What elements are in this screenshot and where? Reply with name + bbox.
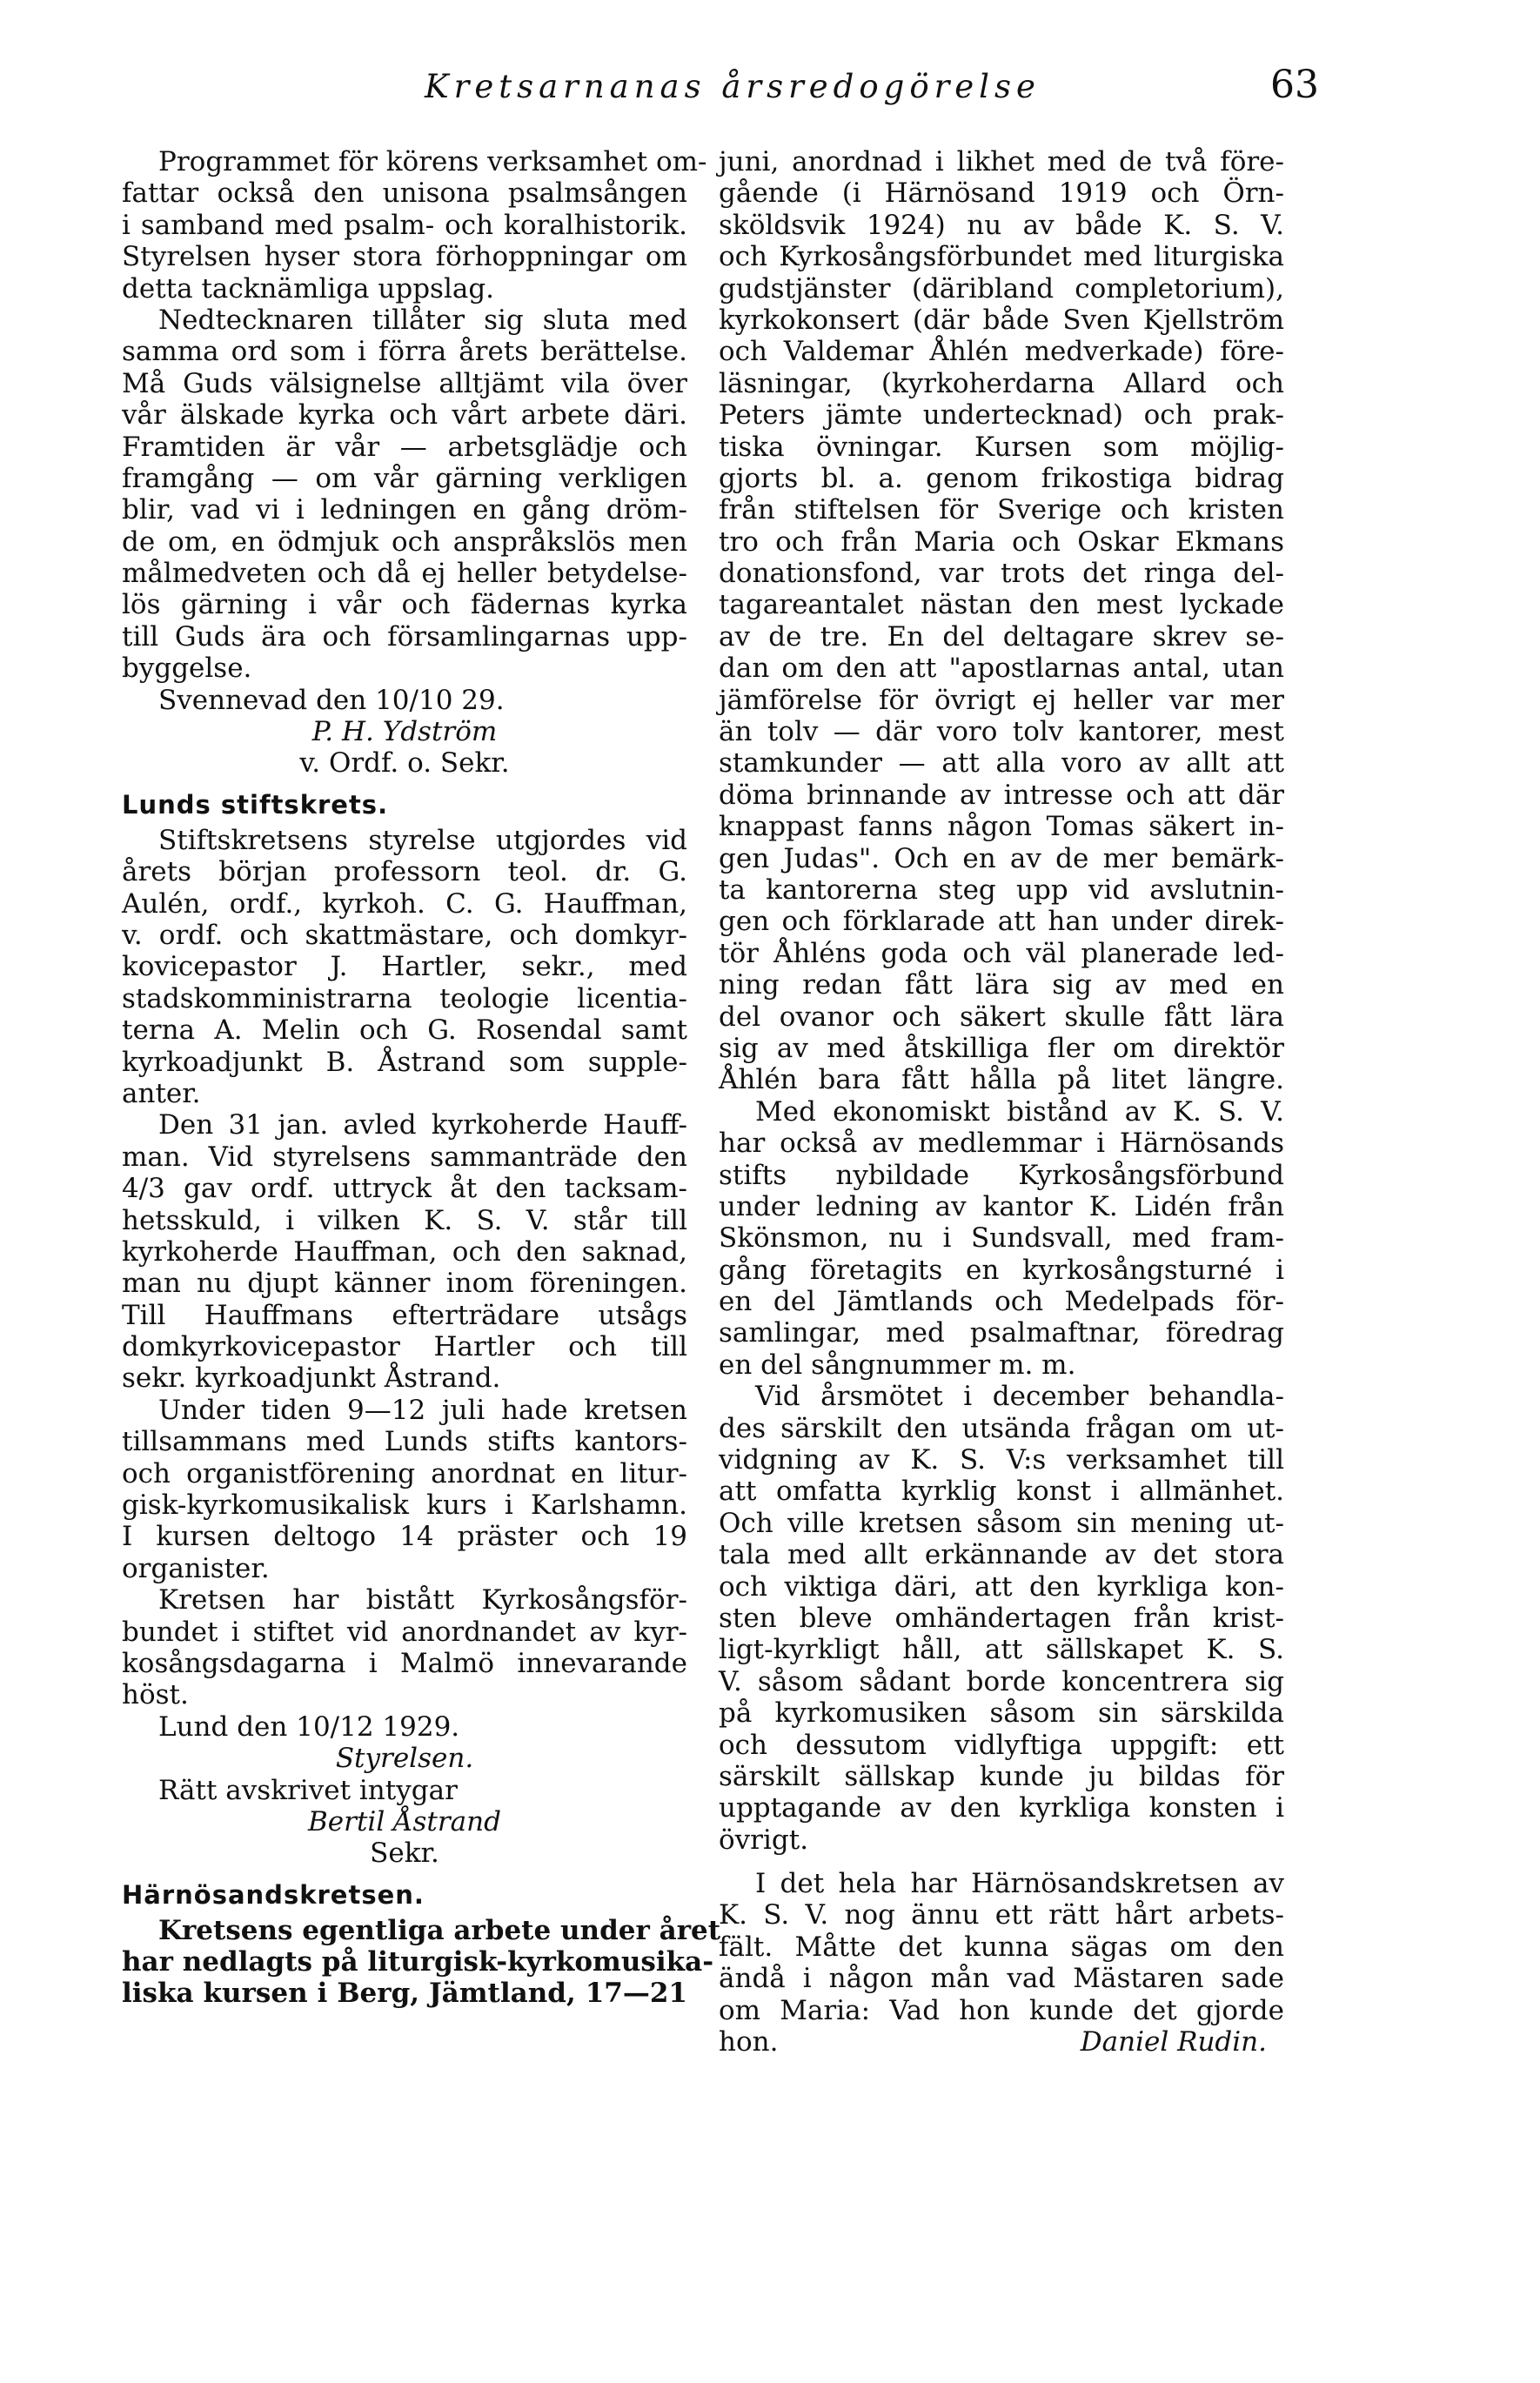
text-line: blir, vad vi i ledningen en gång dröm-	[122, 494, 687, 526]
paragraph	[122, 146, 707, 305]
left-column	[122, 146, 721, 2010]
text-line: dan om den att "apostlarnas antal, utan	[719, 653, 1284, 685]
text-line: samma ord som i förra årets berättelse.	[122, 336, 687, 368]
text-line: tro och från Maria och Oskar Ekmans	[719, 525, 1284, 558]
paragraph	[122, 1914, 721, 2010]
section-heading-harnosand: Härnösandskretsen.	[122, 1879, 425, 1910]
certification-line: Rätt avskrivet intygar	[158, 1774, 458, 1806]
text-line: Den 31 jan. avled kyrkoherde Hauff-	[158, 1109, 687, 1141]
signature-role: v. Ordf. o. Sekr.	[299, 747, 510, 780]
text-line: Aulén, ordf., kyrkoh. C. G. Hauffman,	[122, 887, 687, 920]
text-line: stamkunder — att alla voro av allt att	[719, 747, 1284, 780]
closing-date: Lund den 10/12 1929.	[158, 1710, 460, 1743]
text-line: organister.	[122, 1552, 270, 1584]
text-line: Kretsens egentliga arbete under året	[158, 1914, 721, 1946]
text-line: V. såsom sådant borde koncentrera sig	[719, 1665, 1284, 1697]
paragraph	[719, 1868, 1284, 2026]
text-line: domkyrkovicepastor Hartler och till	[122, 1331, 687, 1363]
text-line: stifts nybildade Kyrkosångsförbund	[719, 1159, 1284, 1191]
text-line: Skönsmon, nu i Sundsvall, med fram-	[719, 1222, 1284, 1255]
text-line: bundet i stiftet vid anordnandet av kyr-	[122, 1616, 687, 1648]
text-line: I kursen deltogo 14 präster och 19	[122, 1521, 687, 1553]
text-line: tillsammans med Lunds stifts kantors-	[122, 1426, 687, 1458]
paragraph	[719, 1096, 1284, 1382]
text-line: höst.	[122, 1679, 189, 1711]
text-line: gjorts bl. a. genom frikostiga bidrag	[719, 462, 1284, 494]
text-line: detta tacknämliga uppslag.	[122, 272, 495, 305]
text-line: en del sångnummer m. m.	[719, 1349, 1076, 1381]
text-line: av de tre. En del deltagare skrev se-	[719, 620, 1284, 653]
text-line: kyrkokonsert (där både Sven Kjellström	[719, 304, 1284, 336]
text-line: knappast fanns någon Tomas säkert in-	[719, 811, 1284, 843]
text-line: anter.	[122, 1077, 201, 1109]
text-line: till Guds ära och församlingarnas upp-	[122, 620, 687, 653]
right-column	[719, 146, 1284, 2058]
text-line: Och ville kretsen såsom sin mening ut-	[719, 1507, 1284, 1539]
text-line: under ledning av kantor K. Lidén från	[719, 1190, 1284, 1222]
text-line: särskilt sällskap kunde ju bildas för	[719, 1760, 1284, 1792]
text-line: gång företagits en kyrkosångsturné i	[719, 1254, 1284, 1286]
signature-name: Bertil Åstrand	[308, 1805, 501, 1837]
text-line: byggelse.	[122, 653, 252, 685]
text-line: hetsskuld, i vilken K. S. V. står till	[122, 1204, 687, 1236]
text-line: K. S. V. nog ännu ett rätt hårt arbets-	[719, 1899, 1284, 1931]
text-line: Till Hauffmans efterträdare utsågs	[122, 1299, 687, 1331]
paragraph	[719, 146, 1284, 1096]
text-line: vår älskade kyrka och vårt arbete däri.	[122, 399, 687, 432]
text-line: 4/3 gav ordf. uttryck åt den tacksam-	[122, 1173, 687, 1205]
text-line: sekr. kyrkoadjunkt Åstrand.	[122, 1362, 501, 1395]
text-line: del ovanor och säkert skulle fått lära	[719, 1001, 1284, 1033]
text-line: att omfatta kyrklig konst i allmänhet.	[719, 1476, 1284, 1508]
text-line: liska kursen i Berg, Jämtland, 17—21	[122, 1978, 687, 2010]
text-line: fält. Måtte det kunna sägas om den	[719, 1931, 1284, 1963]
paragraph	[122, 1109, 687, 1395]
text-line: har också av medlemmar i Härnösands	[719, 1128, 1284, 1160]
text-line: Styrelsen hyser stora förhoppningar om	[122, 241, 687, 273]
text-line: Kretsen har bistått Kyrkosångsför-	[158, 1584, 687, 1617]
signature-role: Sekr.	[370, 1837, 439, 1870]
text-line: döma brinnande av intresse och att där	[719, 779, 1284, 811]
text-line: I det hela har Härnösandskretsen av	[755, 1868, 1284, 1900]
text-line: och Kyrkosångsförbundet med liturgiska	[719, 241, 1284, 273]
text-line: gisk-kyrkomusikalisk kurs i Karlshamn.	[122, 1489, 687, 1522]
text-line: övrigt.	[719, 1824, 809, 1856]
paragraph-gap	[719, 1856, 1284, 1868]
text-line: ligt-kyrkligt håll, att sällskapet K. S.	[719, 1634, 1284, 1666]
text-line: gen Judas". Och en av de mer bemärk-	[719, 842, 1284, 874]
text-line: ning redan fått lära sig av med en	[719, 969, 1284, 1001]
text-line: upptagande av den kyrkliga konsten i	[719, 1792, 1284, 1824]
running-title: Kretsarnanas årsredogörelse	[425, 68, 1041, 105]
paragraph	[122, 1395, 687, 1584]
text-line: tagareantalet nästan den mest lyckade	[719, 589, 1284, 621]
text-line: tör Åhléns goda och väl planerade led-	[719, 937, 1284, 969]
text-line: och Valdemar Åhlén medverkade) före-	[719, 336, 1284, 368]
text-line: v. ordf. och skattmästare, och domkyr-	[122, 919, 687, 951]
section-heading-lund: Lunds stiftskrets.	[122, 789, 389, 820]
paragraph	[122, 305, 687, 685]
signed-by: Styrelsen.	[335, 1743, 474, 1775]
text-line: Nedtecknaren tillåter sig sluta med	[158, 304, 687, 336]
text-line: Peters jämte undertecknad) och prak-	[719, 399, 1284, 432]
paragraph	[122, 1584, 687, 1711]
text-line: Med ekonomiskt bistånd av K. S. V.	[755, 1095, 1284, 1128]
signature-line	[719, 2026, 1284, 2058]
text-line: sten bleve omhändertagen från krist-	[719, 1602, 1284, 1634]
text-line: läsningar, (kyrkoherdarna Allard och	[719, 367, 1284, 399]
text-line: tiska övningar. Kursen som möjlig-	[719, 431, 1284, 463]
text-line: kovicepastor J. Hartler, sekr., med	[122, 951, 687, 983]
text-line: man. Vid styrelsens sammanträde den	[122, 1141, 687, 1173]
text-line: vidgning av K. S. V:s verksamhet till	[719, 1444, 1284, 1476]
paragraph	[719, 1381, 1284, 1856]
text-line: fattar också den unisona psalmsången	[122, 177, 687, 210]
text-line: från stiftelsen för Sverige och kristen	[719, 494, 1284, 526]
paragraph	[122, 825, 687, 1110]
text-line: de om, en ödmjuk och anspråkslös men	[122, 525, 687, 558]
text-line: om Maria: Vad hon kunde det gjorde	[719, 1994, 1284, 2026]
text-line: samlingar, med psalmaftnar, föredrag	[719, 1317, 1284, 1349]
text-line: årets början professorn teol. dr. G.	[122, 856, 687, 888]
text-line: målmedveten och då ej heller betydelse-	[122, 558, 687, 590]
text-line: gen och förklarade att han under direk-	[719, 906, 1284, 938]
text-line: tala med allt erkännande av det stora	[719, 1539, 1284, 1571]
page-number: 63	[1270, 63, 1319, 107]
text-line: har nedlagts på liturgisk-kyrkomusika-	[122, 1946, 714, 1978]
text-line: på kyrkomusiken såsom sin särskilda	[719, 1697, 1284, 1730]
text-line: Må Guds välsignelse alltjämt vila över	[122, 367, 687, 399]
text-line: framgång — om vår gärning verkligen	[122, 462, 687, 494]
text-line: ändå i någon mån vad Mästaren sade	[719, 1963, 1284, 1995]
text-line: Åhlén bara fått hålla på litet längre.	[719, 1064, 1284, 1096]
final-word: hon.	[719, 2026, 779, 2058]
text-line: i samband med psalm- och koralhistorik.	[122, 209, 687, 241]
text-line: man nu djupt känner inom föreningen.	[122, 1268, 687, 1300]
text-line: lös gärning i vår och fädernas kyrka	[122, 589, 687, 621]
text-line: än tolv — där voro tolv kantorer, mest	[719, 716, 1284, 748]
signature-name: P. H. Ydström	[311, 716, 498, 748]
text-line: kyrkoadjunkt B. Åstrand som supple-	[122, 1046, 687, 1078]
text-line: des särskilt den utsända frågan om ut-	[719, 1412, 1284, 1444]
text-line: Framtiden är vår — arbetsglädje och	[122, 431, 687, 463]
signature-name: Daniel Rudin.	[1080, 2026, 1267, 2058]
text-line: sig av med åtskilliga fler om direktör	[719, 1032, 1284, 1064]
text-line: donationsfond, var trots det ringa del-	[719, 558, 1284, 590]
text-line: och organistförening anordnat en litur-	[122, 1457, 687, 1489]
text-line: Vid årsmötet i december behandla-	[755, 1381, 1284, 1413]
closing-date: Svennevad den 10/10 29.	[158, 684, 505, 716]
text-line: juni, anordnad i likhet med de två före-	[719, 146, 1284, 177]
text-line: Stiftskretsens styrelse utgjordes vid	[158, 824, 687, 856]
text-line: ta kantorerna steg upp vid avslutnin-	[719, 874, 1284, 906]
text-line: sköldsvik 1924) nu av både K. S. V.	[719, 209, 1284, 241]
text-line: kosångsdagarna i Malmö innevarande	[122, 1647, 687, 1679]
text-line: kyrkoherde Hauffman, och den saknad,	[122, 1235, 687, 1268]
text-line: Under tiden 9—12 juli hade kretsen	[158, 1394, 687, 1426]
text-line: gående (i Härnösand 1919 och Örn-	[719, 177, 1284, 210]
text-line: gudstjänster (däribland completorium),	[719, 272, 1284, 305]
text-line: Programmet för körens verksamhet om-	[158, 146, 707, 177]
text-line: en del Jämtlands och Medelpads för-	[719, 1286, 1284, 1318]
text-line: terna A. Melin och G. Rosendal samt	[122, 1014, 687, 1047]
text-line: och dessutom vidlyftiga uppgift: ett	[719, 1729, 1284, 1761]
text-line: jämförelse för övrigt ej heller var mer	[719, 684, 1284, 716]
text-line: stadskomministrarna teologie licentia-	[122, 982, 687, 1014]
text-line: och viktiga däri, att den kyrkliga kon-	[719, 1570, 1284, 1603]
